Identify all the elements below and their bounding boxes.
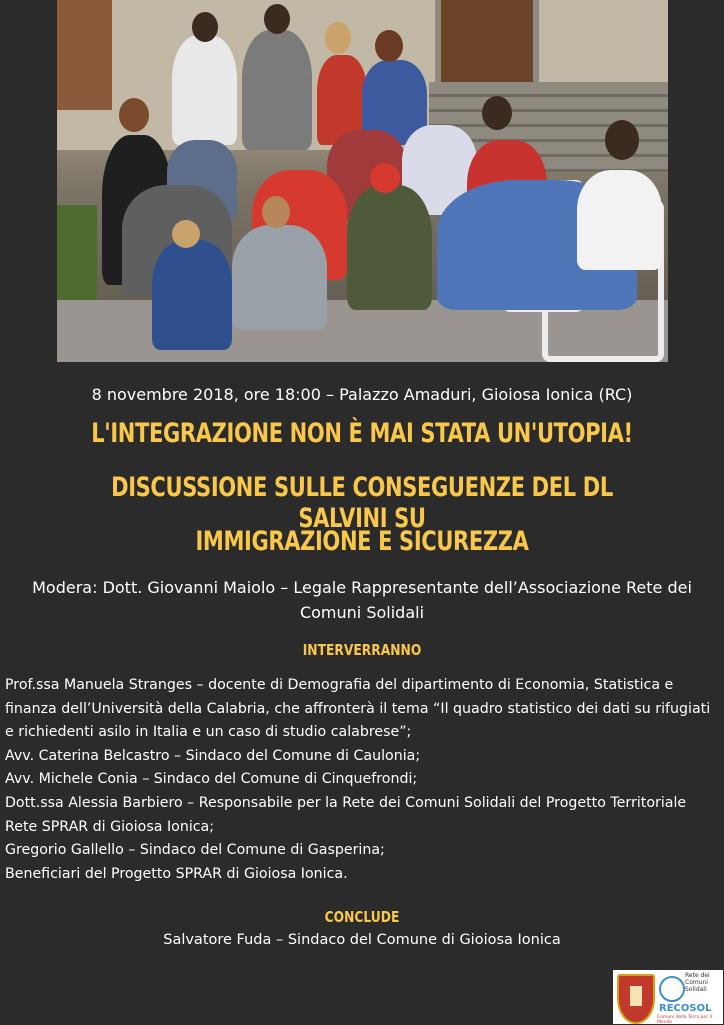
recosol-logo-icon: [659, 976, 685, 1002]
group-photo: [57, 0, 668, 362]
event-date-location: 8 novembre 2018, ore 18:00 – Palazzo Amaduri, Gioiosa Ionica (RC): [91, 385, 633, 404]
event-title-line-1: L'INTEGRAZIONE NON È MAI STATA UN'UTOPIA!: [91, 418, 633, 449]
photo-person-head: [119, 98, 149, 132]
recosol-tagline: Comuni della Terra per il Mondo: [657, 1015, 712, 1025]
speakers-list: [5, 674, 719, 886]
photo-person: [242, 30, 312, 150]
speaker-item: Beneficiari del Progetto SPRAR di Gioiosa Ionica.: [5, 865, 348, 882]
speaker-item: Prof.ssa Manuela Stranges – docente di Demografia del dipartimento di Economia, Statistica e finanza dell’Università della Calabria, che affronterà il tema “Il quadro statistico dei dati su rifugiati e richiedenti asilo in Italia e un caso di studio calabrese”;: [5, 677, 711, 741]
event-title-line-3: IMMIGRAZIONE E SICUREZZA: [195, 526, 529, 557]
speakers-heading: INTERVERRANNO: [302, 641, 422, 659]
speaker-item: Avv. Caterina Belcastro – Sindaco del Comune di Caulonia;: [5, 747, 421, 764]
photo-person: [347, 185, 432, 310]
conclusion-heading: CONCLUDE: [324, 908, 400, 926]
speaker-item: Dott.ssa Alessia Barbiero – Responsabile per la Rete dei Comuni Solidali del Progetto Territoriale Rete SPRAR di Gioiosa Ionica;: [5, 794, 687, 835]
photo-wooden-door: [435, 0, 539, 82]
moderator-line-2: Comuni Solidali: [299, 603, 425, 622]
recosol-label: Rete dei Comuni Solidali: [685, 972, 710, 993]
photo-side-door: [57, 0, 112, 110]
photo-person-cap: [370, 163, 400, 193]
recosol-name: RECOSOL: [659, 1003, 712, 1014]
conclusion-speaker: Salvatore Fuda – Sindaco del Comune di Gioiosa Ionica: [163, 932, 561, 948]
photo-person: [152, 240, 232, 350]
speaker-item: Gregorio Gallello – Sindaco del Comune di Gasperina;: [5, 842, 385, 859]
photo-person-head: [172, 220, 200, 248]
photo-person-head: [262, 196, 290, 228]
photo-person-head: [482, 96, 512, 130]
photo-person: [172, 35, 237, 145]
municipality-crest-icon: [617, 974, 655, 1024]
speaker-item: Avv. Michele Conia – Sindaco del Comune di Cinquefrondi;: [5, 771, 418, 788]
photo-grass: [57, 205, 97, 315]
logos-panel: [613, 970, 723, 1024]
photo-person-head: [264, 4, 290, 34]
photo-person-head: [325, 22, 351, 54]
photo-person: [577, 170, 662, 270]
event-title-line-2: DISCUSSIONE SULLE CONSEGUENZE DEL DL SALVINI SU: [111, 472, 613, 534]
photo-person-head: [375, 30, 403, 62]
photo-person-head: [605, 120, 639, 160]
photo-person-head: [192, 12, 218, 42]
moderator: [0, 575, 724, 625]
photo-person: [232, 225, 327, 330]
moderator-line-1: Modera: Dott. Giovanni Maiolo – Legale Rappresentante dell’Associazione Rete dei: [32, 578, 692, 597]
